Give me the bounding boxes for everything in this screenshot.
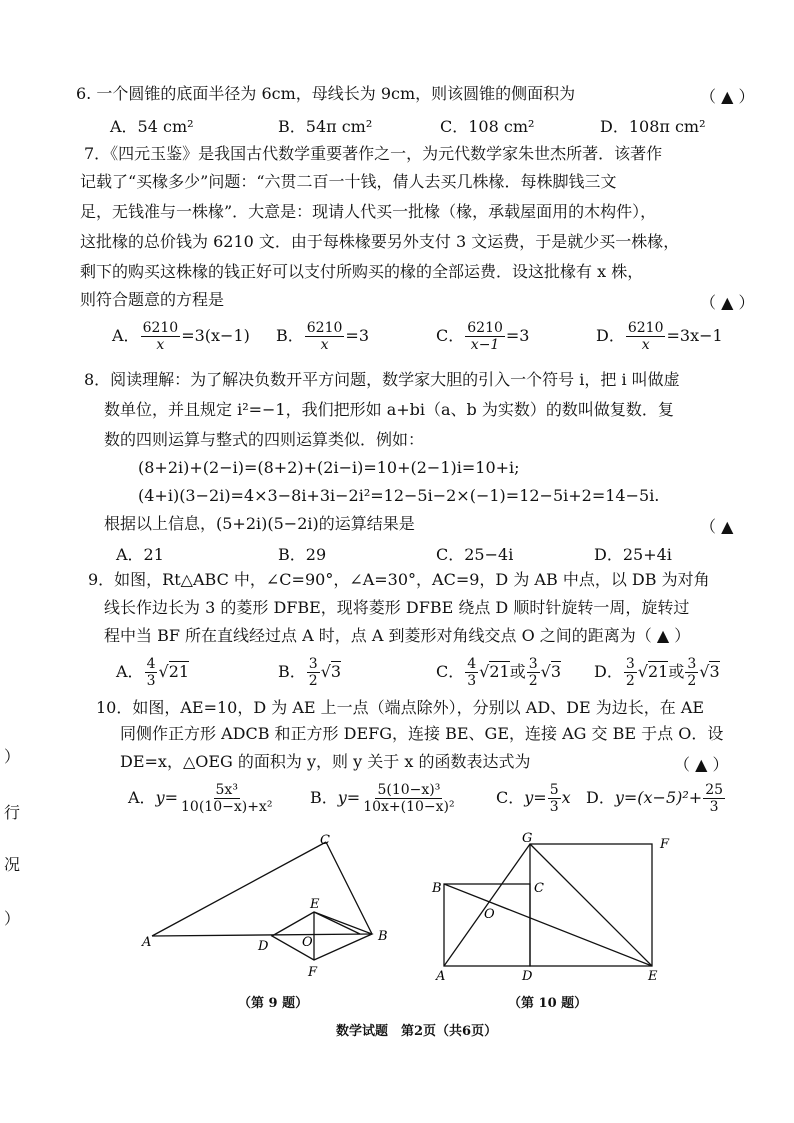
q10-line: 10．如图，AE=10，D 为 AE 上一点（端点除外），分别以 AD、DE 为边长，在 AE	[96, 698, 705, 717]
segment-ab	[152, 934, 372, 936]
q10-option-d: D．y=(x−5)²+ $\frac{25}{3}$	[586, 782, 724, 815]
q7-line: 足，无钱准与一株椽”．大意是：现请人代买一批椽（椽，承载屋面用的木构件），	[80, 202, 657, 221]
figure-q10-caption: （第 10 题）	[508, 996, 588, 1011]
label-c: C	[534, 881, 544, 896]
label-a: A	[142, 935, 152, 950]
rhombus-dfbe	[272, 912, 372, 960]
label-d: D	[258, 939, 269, 954]
margin-mark: 况	[4, 855, 21, 874]
q10-line: DE=x，△OEG 的面积为 y，则 y 关于 x 的函数表达式为	[120, 752, 531, 771]
q7-option-c: C． $\frac{6210}{x-1}$ =3	[436, 320, 530, 353]
q7-option-a: A． $\frac{6210}{x}$ =3(x−1)	[112, 320, 250, 353]
q8-option-a: A．21	[116, 545, 164, 564]
q6-option-a: A．54 cm²	[110, 117, 194, 136]
label-o: O	[484, 907, 495, 922]
label-b: B	[432, 881, 442, 896]
q10-option-c: C．y= $\frac{5}{3}$ x	[496, 782, 571, 815]
q9-line: 程中当 BF 所在直线经过点 A 时，点 A 到菱形对角线交点 O 之间的距离为（ ▲ ）	[104, 626, 691, 645]
q9-line: 线长作边长为 3 的菱形 DFBE，现将菱形 DFBE 绕点 D 顺时针旋转一周，旋转过	[104, 598, 690, 617]
q6-option-d: D．108π cm²	[600, 117, 706, 136]
q7-line: 7．《四元玉鉴》是我国古代数学重要著作之一，为元代数学家朱世杰所著．该著作	[84, 144, 663, 163]
q8-answer-blank: （ ▲	[700, 517, 734, 536]
figure-q10	[426, 832, 686, 982]
page-footer: 数学试题 第2页（共6页）	[336, 1024, 498, 1039]
segment-cb	[326, 842, 372, 934]
q9-option-d: D． $\frac{3}{2}$ √21或 $\frac{3}{2}$ √3	[594, 656, 720, 689]
segment-ac	[152, 842, 326, 936]
q7-line: 剩下的购买这株椽的钱正好可以支付所购买的椽的全部运费．设这批椽有 x 株，	[80, 262, 644, 281]
segment-be	[444, 884, 652, 966]
square-adcb	[444, 884, 530, 966]
q8-option-d: D．25+4i	[594, 545, 672, 564]
q10-line: 同侧作正方形 ADCB 和正方形 DEFG，连接 BE、GE，连接 AG 交 BE 于点 O．设	[120, 724, 724, 743]
q8-line: 根据以上信息，(5+2i)(5−2i)的运算结果是	[104, 514, 415, 533]
figure-q9	[140, 834, 400, 984]
q10-option-b: B．y= $\frac{\text{5(10−x)³}}{\text{10x+(10−x)²}}$	[310, 782, 455, 815]
q6-option-b: B．54π cm²	[278, 117, 373, 136]
q8-example-2: (4+i)(3−2i)=4×3−8i+3i−2i²=12−5i−2×(−1)=12−5i+2=14−5i.	[138, 486, 660, 505]
q7-option-b: B． $\frac{6210}{x}$ =3	[276, 320, 369, 353]
label-c: C	[320, 834, 330, 848]
q6-option-c: C．108 cm²	[440, 117, 535, 136]
q8-option-c: C．25−4i	[436, 545, 514, 564]
label-f: F	[660, 837, 670, 852]
margin-mark: ）	[4, 747, 21, 766]
q8-example-1: (8+2i)+(2−i)=(8+2)+(2i−i)=10+(2−1)i=10+i;	[138, 458, 520, 477]
q10-option-a: A．y= $\frac{\text{5x³}}{\text{10(10−x)+x²}}$	[128, 782, 273, 815]
q7-line: 记载了“买椽多少”问题：“六贯二百一十钱，倩人去买几株椽．每株脚钱三文	[80, 172, 617, 191]
q8-line: 数单位，并且规定 i²=−1，我们把形如 a+bi（a、b 为实数）的数叫做复数．复	[104, 400, 674, 419]
q9-option-c: C． $\frac{4}{3}$ √21或 $\frac{3}{2}$ √3	[436, 656, 562, 689]
q8-line: 8．阅读理解：为了解决负数开平方问题，数学家大胆的引入一个符号 i，把 i 叫做虚	[84, 370, 680, 389]
margin-mark: ）	[4, 909, 21, 928]
q9-option-a: A． $\frac{4}{3}$ √21	[116, 656, 190, 689]
label-f: F	[308, 965, 318, 980]
q6-answer-blank: （ ▲ ）	[700, 87, 755, 106]
q6-text: 6. 一个圆锥的底面半径为 6cm，母线长为 9cm，则该圆锥的侧面积为	[76, 84, 576, 103]
label-e: E	[648, 969, 658, 982]
segment-ag	[444, 844, 530, 966]
label-b: B	[378, 929, 388, 944]
q7-line: 则符合题意的方程是	[80, 290, 225, 309]
segment-ge	[530, 844, 652, 966]
q7-option-d: D． $\frac{6210}{x}$ =3x−1	[596, 320, 723, 353]
label-g: G	[522, 832, 533, 846]
q8-line: 数的四则运算与整式的四则运算类似．例如：	[104, 430, 425, 449]
q7-answer-blank: （ ▲ ）	[700, 293, 755, 312]
margin-mark: 行	[4, 803, 21, 822]
q9-line: 9．如图，Rt△ABC 中，∠C=90°，∠A=30°，AC=9，D 为 AB 中点，以 DB 为对角	[88, 570, 710, 589]
q7-line: 这批椽的总价钱为 6210 文．由于每株椽要另外支付 3 文运费，于是就少买一株椽，	[80, 232, 680, 251]
label-o: O	[302, 935, 313, 950]
segment-eb-inner	[314, 912, 360, 934]
q9-option-b: B． $\frac{3}{2}$ √3	[278, 656, 342, 689]
label-a: A	[436, 969, 446, 982]
q10-answer-blank: （ ▲ ）	[674, 755, 729, 774]
label-d: D	[522, 969, 533, 982]
q8-option-b: B．29	[278, 545, 327, 564]
figure-q9-caption: （第 9 题）	[238, 996, 309, 1011]
label-e: E	[310, 897, 320, 912]
